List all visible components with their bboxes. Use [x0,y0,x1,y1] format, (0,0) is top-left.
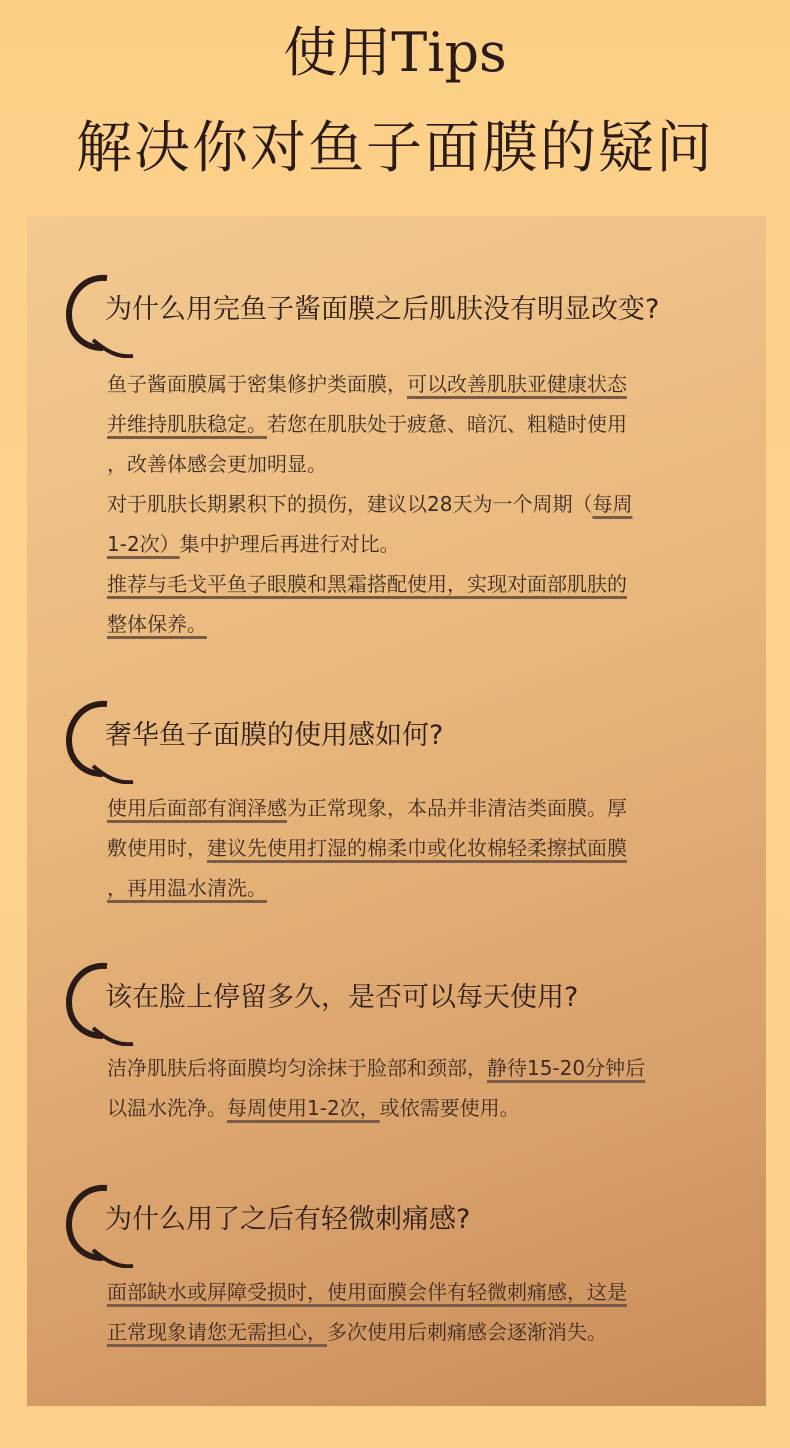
answer-line [107,364,727,404]
highlighted-text: 每周使用1-2次， [227,1096,380,1120]
answer-segment: 为正常现象，本品并非清洁类面膜。厚 [287,796,627,820]
page-title: 使用Tips [283,21,507,84]
question-text: 奢华鱼子面膜的使用感如何? [105,720,444,751]
highlighted-text: 使用后面部有润泽感 [107,796,287,820]
answer-segment: 若您在肌肤处于疲惫、暗沉、粗糙时使用 [267,412,627,436]
answer-line [107,1312,727,1352]
highlighted-text: 建议先使用打湿的棉柔巾或化妆棉轻柔擦拭面膜 [207,836,627,860]
answer-line [107,1048,727,1088]
highlighted-text: 每周 [592,492,633,516]
faq-question [27,956,766,1046]
highlighted-text: ，再用温水清洗。 [107,876,267,900]
answer-segment: 鱼子酱面膜属于密集修护类面膜， [107,372,407,396]
answer-line [107,564,727,604]
highlighted-text: 1-2次） [107,532,180,556]
answer-line [107,1088,727,1128]
faq-question [27,694,766,784]
highlighted-text: 整体保养。 [107,612,207,636]
highlighted-text: 可以改善肌肤亚健康状态 [407,372,627,396]
answer-line [107,604,727,644]
answer-segment: 或依需要使用。 [379,1096,520,1120]
answer-text [107,788,727,908]
highlighted-text: 面部缺水或屏障受损时，使用面膜会伴有轻微刺痛感，这是 [107,1280,627,1304]
answer-segment: 洁净肌肤后将面膜均匀涂抹于脸部和颈部， [107,1056,487,1080]
answer-line [107,404,727,444]
question-text: 为什么用了之后有轻微刺痛感? [105,1204,471,1235]
faq-item-2 [27,694,766,900]
answer-segment: 集中护理后再进行对比。 [179,532,400,556]
faq-item-4 [27,1178,766,1344]
question-text: 为什么用完鱼子酱面膜之后肌肤没有明显改变? [105,294,660,325]
answer-line [107,828,727,868]
page-subtitle: 解决你对鱼子面膜的疑问 [76,116,714,181]
answer-line [107,444,727,484]
answer-line [107,1272,727,1312]
answer-text [107,1048,727,1128]
faq-item-1 [27,268,766,636]
highlighted-text: 正常现象请您无需担心， [107,1320,327,1344]
highlighted-text: 并维持肌肤稳定。 [107,412,267,436]
answer-text [107,1272,727,1352]
answer-line [107,868,727,908]
faq-item-3 [27,956,766,1120]
faq-panel [27,216,766,1406]
answer-line [107,484,727,524]
answer-segment: 多次使用后刺痛感会逐渐消失。 [327,1320,607,1344]
answer-text [107,364,727,644]
question-text: 该在脸上停留多久，是否可以每天使用? [105,982,579,1013]
answer-line [107,788,727,828]
answer-segment: 以温水洗净。 [107,1096,227,1120]
answer-segment: 对于肌肤长期累积下的损伤，建议以28天为一个周期（ [107,492,593,516]
faq-question [27,268,766,358]
highlighted-text: 推荐与毛戈平鱼子眼膜和黑霜搭配使用，实现对面部肌肤的 [107,572,627,596]
answer-segment: ，改善体感会更加明显。 [107,452,327,476]
highlighted-text: 静待15-20分钟后 [487,1056,646,1080]
answer-segment: 敷使用时， [107,836,207,860]
answer-line [107,524,727,564]
faq-question [27,1178,766,1268]
